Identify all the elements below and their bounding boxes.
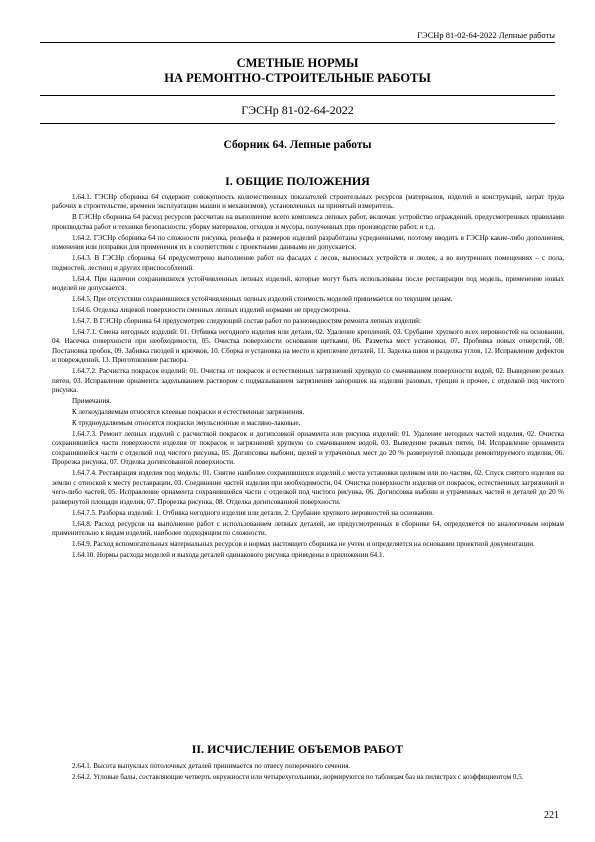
main-title (40, 56, 555, 86)
paragraph: 1.64.6. Отделка лицевой поверхности сменных лепных изделий нормами не предусмотрена. (72, 306, 351, 315)
paragraph: 1.64.10. Нормы расхода моделей и выхода деталей одинакового рисунка приведены в приложении 64.1. (72, 550, 385, 559)
page-number: 221 (544, 810, 559, 821)
paragraph: 1.64.7.1. Смена негодных изделий: 01. Отбивка негодного изделия или детали, 02. Удаление креплений, 03. Срубание хрупкого всех неровностей на основании, 04. Насечка поверхности при необходимости, 05. Очистка поверхности основания щетками, 06. Разметка мест установки, 07. Пробивка новых отверстий, 08. Постановка пробок, 09. Забивка гвоздей и крючков, 10. Сборка и установка на место и крепление деталей, 11. Заделка швов и разделка углов, 12. Исправление дефектов и повреждений, 13. Приготовление раствора. (52, 328, 564, 365)
section-heading-volumes: II. ИСЧИСЛЕНИЕ ОБЪЕМОВ РАБОТ (191, 742, 404, 756)
paragraph: 1.64.2. ГЭСНр сборника 64 по сложности рисунка, рельефа и размеров изделий разработаны усредненными, поэтому вводить в ГЭСНр какие-либо дополнения, изменения или поправки для применения их в соответствии с проектными данными не допускается. (52, 233, 564, 252)
paragraph: 2.64.2. Угловые балы, составляющие четверть окружности или четырехугольники, нормируются по таблицам баз на пилястрах с коэффициентом 0,5. (72, 773, 524, 781)
title-rule-top (40, 95, 555, 96)
document-code: ГЭСНр 81-02-64-2022 (241, 103, 354, 117)
collection-title: Сборник 64. Лепные работы (223, 139, 372, 151)
paragraph: 1.64.3. В ГЭСНр сборника 64 предусмотрено выполнение работ на фасадах с лесов, выносных устройств и люлек, а во внутренних помещениях – с пола, подмостей, лестниц и других приспособлений. (52, 254, 564, 272)
paragraph: 1.64.7.3. Ремонт лепных изделий с расчисткой покрасок и догипсовкой орнамента или рисунка изделий: 01. Удаление негодных частей изделия, 02. Очистка сохранившейся части поверхности изделия от покрасок и загрязнений хрупкую со смачиванием водой, 03. Выведение ржавых пятен, 04. Исправление орнамента сохранившейся части с отделкой под чистого рисунка, 05. Догипсовка выбоин, щелей и утраченных мест до 20 % развернутой площади ремонтируемого изделия, 06. Прорезка рисунка, 07. Отделка догипсованной поверхности. (52, 430, 564, 467)
running-header: ГЭСНр 81-02-64-2022 Лепные работы (417, 30, 555, 40)
section-general-body (52, 193, 564, 562)
paragraph: 1.64.7.5. Разборка изделий: 1. Отбивка негодного изделия или детали, 2. Срубание хрупкого неровностей на основании. (72, 508, 434, 517)
paragraph: 1.64.7.2. Расчистка покрасок изделий: 01. Очистка от покрасок и естественных загрязнений хрупкую со смачиванием поверхности водой, 02. Выведение резных пятен, 03. Исправление орнамента заделыванием раствором с подмазыванием загрязнения запорошек на изделии разовых, трещин и прочее, с отделкой под чистого рисунка. (52, 367, 564, 395)
main-title-line-1: СМЕТНЫЕ НОРМЫ (236, 56, 359, 70)
paragraph: 1.64.8. Расход ресурсов на выполнение работ с использованием лепных деталей, не предусмотренных в сборнике 64, определяется по аналогичным нормам применительно к видам изделий, наиболее подходящим по сложности. (52, 519, 564, 537)
section-volumes-body (52, 762, 564, 784)
section-heading-general: I. ОБЩИЕ ПОЛОЖЕНИЯ (225, 174, 370, 188)
paragraph: 1.64.7. В ГЭСНр сборника 64 предусмотрен следующий состав работ по разновидностям ремонта лепных изделий: (72, 317, 421, 326)
note-heading: Примечания. (72, 397, 112, 406)
title-rule-bottom (40, 123, 555, 124)
paragraph: В ГЭСНр сборника 64 расход ресурсов рассчитан на выполнение всего комплекса лепных работ, включая: устройство ограждений, предусмотренных правилами производства работ и техники безопасности, уборку материалов, отходов и мусора, полученных при производстве работ, и т.д. (52, 213, 564, 231)
note-line: К легкоудаляемым относятся клеевые покраски и естественные загрязнения. (72, 408, 305, 417)
paragraph: 2.64.1. Высота выпуклых потолочных деталей принимается по отвесу поперечного сечения. (72, 762, 351, 770)
paragraph: 1.64.5. При отсутствии сохранившихся устойчивленных лепных изделий стоимость моделей принимается по текущим ценам. (72, 295, 453, 304)
paragraph: 1.64.9. Расход вспомогательных материальных ресурсов в нормах настоящего сборника не учтен и определяется на основании проектной документации. (72, 539, 535, 548)
paragraph: 1.64.1. ГЭСНр сборника 64 содержит совокупность количественных показателей строительных ресурсов (материалов, изделий и конструкций, затрат труда рабочих в строительстве, времени эксплуатации машин и механизмов), установленных на принятый измеритель. (52, 193, 564, 211)
main-title-line-2: НА РЕМОНТНО-СТРОИТЕЛЬНЫЕ РАБОТЫ (164, 71, 431, 85)
note-line: К трудноудаляемым относятся покраски эмульсионные и масляно-лаковые. (72, 419, 301, 428)
paragraph: 1.64.7.4. Реставрация изделия под модель: 01. Снятие наиболее сохранившихся изделий с места установки целиком или по частям, 02. Спуск снятого изделия на землю с отноской к месту реставрации, 03. Соединение частей изделия при необходимости, 04. Очистка поверхности изделия от покрасок, естественных загрязнений и чего-либо частей, 05. Исправление орнамента сохранившейся части с отделкой под чистого рисунка, 06. Догипсовка выбоин и утраченных частей и деталей до 20 % развернутой площади изделия, 07. Прорезка рисунка, 08. Отделка догипсованной поверхности. (52, 469, 564, 506)
header-rule (40, 42, 555, 43)
paragraph: 1.64.4. При наличии сохранившихся устойчивленных лепных изделий, которые могут быть использованы после реставрации под модель, применение новых моделей не допускается. (52, 274, 564, 293)
